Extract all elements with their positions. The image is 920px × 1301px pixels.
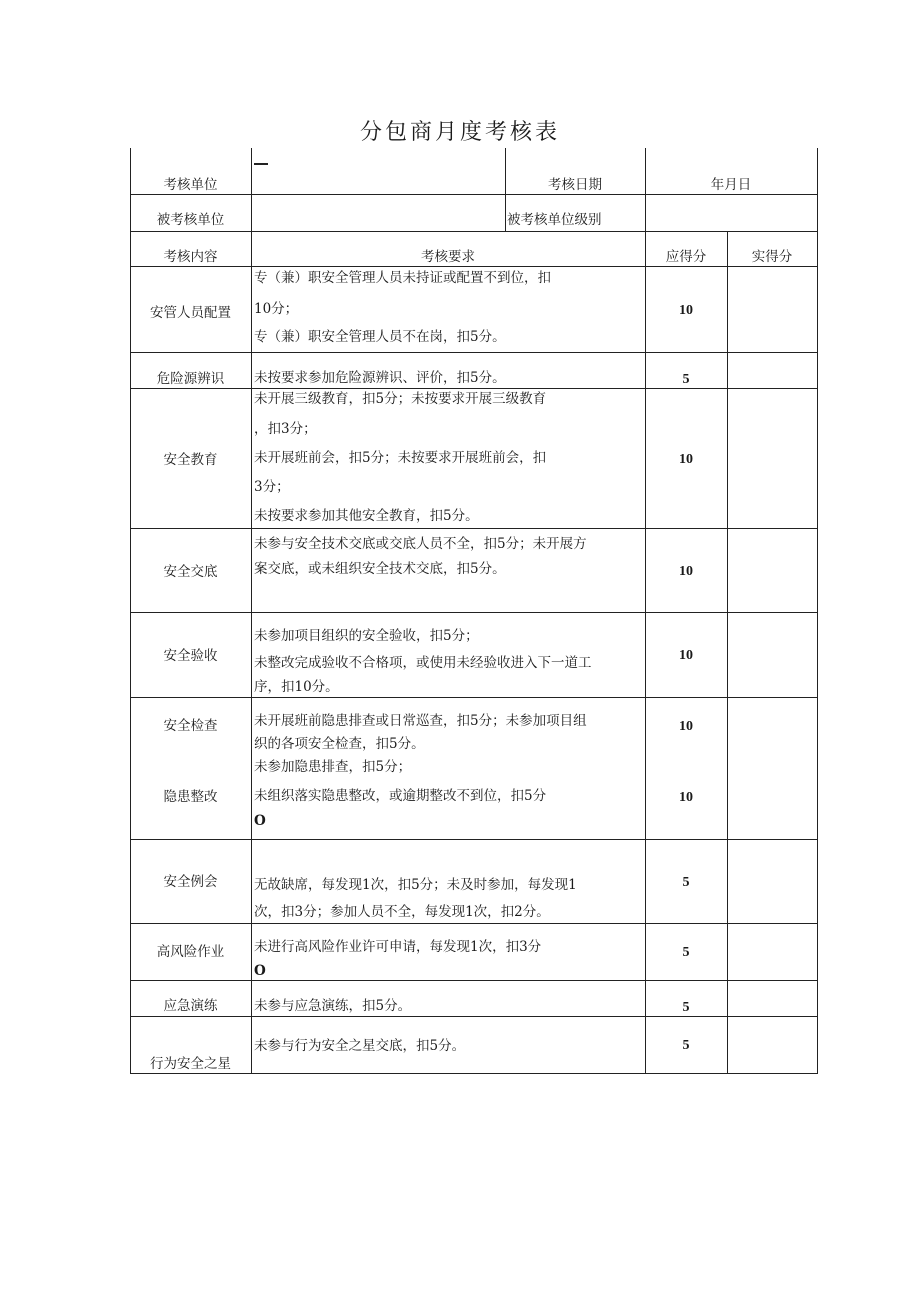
row-requirement-line: 未开展班前会，扣5分；未按要求开展班前会，扣 xyxy=(254,450,547,466)
assessed-unit-label: 被考核单位 xyxy=(156,212,225,228)
row-max-score: 5 xyxy=(682,875,690,890)
row-requirement-line: 序，扣10分。 xyxy=(254,679,339,695)
row-requirement-line: 未按要求参加其他安全教育，扣5分。 xyxy=(254,508,479,524)
col-actual-score-header: 实得分 xyxy=(751,249,793,265)
row-requirement-line: 未参与安全技术交底或交底人员不全，扣5分；未开展方 xyxy=(254,536,587,552)
row-max-score: 10 xyxy=(679,719,693,734)
row-max-score: 5 xyxy=(682,1000,690,1015)
col-requirement-header: 考核要求 xyxy=(421,249,475,265)
row-max-score: 5 xyxy=(682,1038,690,1053)
row-requirement-line: 未组织落实隐患整改，或逾期整改不到位，扣5分 xyxy=(254,788,547,804)
row-max-score: 10 xyxy=(679,303,693,318)
row-requirement-line: 10分； xyxy=(254,301,299,317)
row-requirement-line: ，扣3分； xyxy=(254,421,317,437)
row-requirement-line: 未参与行为安全之星交底，扣5分。 xyxy=(254,1038,466,1054)
row-item: 高风险作业 xyxy=(156,944,225,960)
row-requirement-line: 3分； xyxy=(254,479,290,495)
row-item: 应急演练 xyxy=(163,998,218,1014)
date-value: 年月日 xyxy=(710,177,752,193)
page-title: 分包商月度考核表 xyxy=(359,120,560,145)
row-requirement-line: 无故缺席，每发现1次，扣5分；未及时参加，每发现1 xyxy=(254,877,577,893)
row-requirement-line: 未参与应急演练，扣5分。 xyxy=(254,998,412,1014)
row-item: 安全交底 xyxy=(163,564,218,580)
row-requirement-line: 未开展班前隐患排查或日常巡查，扣5分；未参加项目组 xyxy=(254,713,587,729)
row-item: 行为安全之星 xyxy=(150,1056,231,1072)
row-requirement-line: 案交底，或未组织安全技术交底，扣5分。 xyxy=(254,561,506,577)
row-requirement-line: 次，扣3分；参加人员不全，每发现1次，扣2分。 xyxy=(254,904,550,920)
row-max-score: 5 xyxy=(682,945,690,960)
row-item: 安全教育 xyxy=(163,452,218,468)
row-item: 安全检查 xyxy=(163,718,218,734)
row-item: 安管人员配置 xyxy=(150,305,231,321)
unit-value xyxy=(254,163,268,165)
row-item: 危险源辨识 xyxy=(156,371,225,387)
row-requirement-line: O xyxy=(254,813,266,829)
date-label: 考核日期 xyxy=(548,177,602,193)
row-requirement-line: 未开展三级教育，扣5分；未按要求开展三级教育 xyxy=(254,391,547,407)
row-requirement-line: 未参加隐患排查，扣5分； xyxy=(254,759,412,775)
row-requirement-line: 专（兼）职安全管理人员不在岗，扣5分。 xyxy=(254,329,506,345)
row-requirement-line: 织的各项安全检查，扣5分。 xyxy=(254,736,425,752)
unit-label: 考核单位 xyxy=(163,177,218,193)
row-requirement-line: 未整改完成验收不合格项，或使用未经验收进入下一道工 xyxy=(254,655,592,671)
row-requirement-line: 未按要求参加危险源辨识、评价，扣5分。 xyxy=(254,370,506,386)
row-max-score: 10 xyxy=(679,790,693,805)
row-item: 安全验收 xyxy=(163,648,218,664)
row-item: 安全例会 xyxy=(163,874,218,890)
col-max-score-header: 应得分 xyxy=(665,249,707,265)
row-requirement-line: 未参加项目组织的安全验收，扣5分； xyxy=(254,628,479,644)
row-item: 隐患整改 xyxy=(163,789,218,805)
col-content-header: 考核内容 xyxy=(163,249,218,265)
row-max-score: 5 xyxy=(682,372,690,387)
row-requirement-line: 未进行高风险作业许可申请，每发现1次，扣3分 xyxy=(254,939,542,955)
row-requirement-line: 专（兼）职安全管理人员未持证或配置不到位，扣 xyxy=(254,270,551,286)
row-max-score: 10 xyxy=(679,452,693,467)
row-requirement-line: O xyxy=(254,963,266,979)
assessed-level-label: 被考核单位级别 xyxy=(507,212,602,228)
row-max-score: 10 xyxy=(679,648,693,663)
row-max-score: 10 xyxy=(679,564,693,579)
